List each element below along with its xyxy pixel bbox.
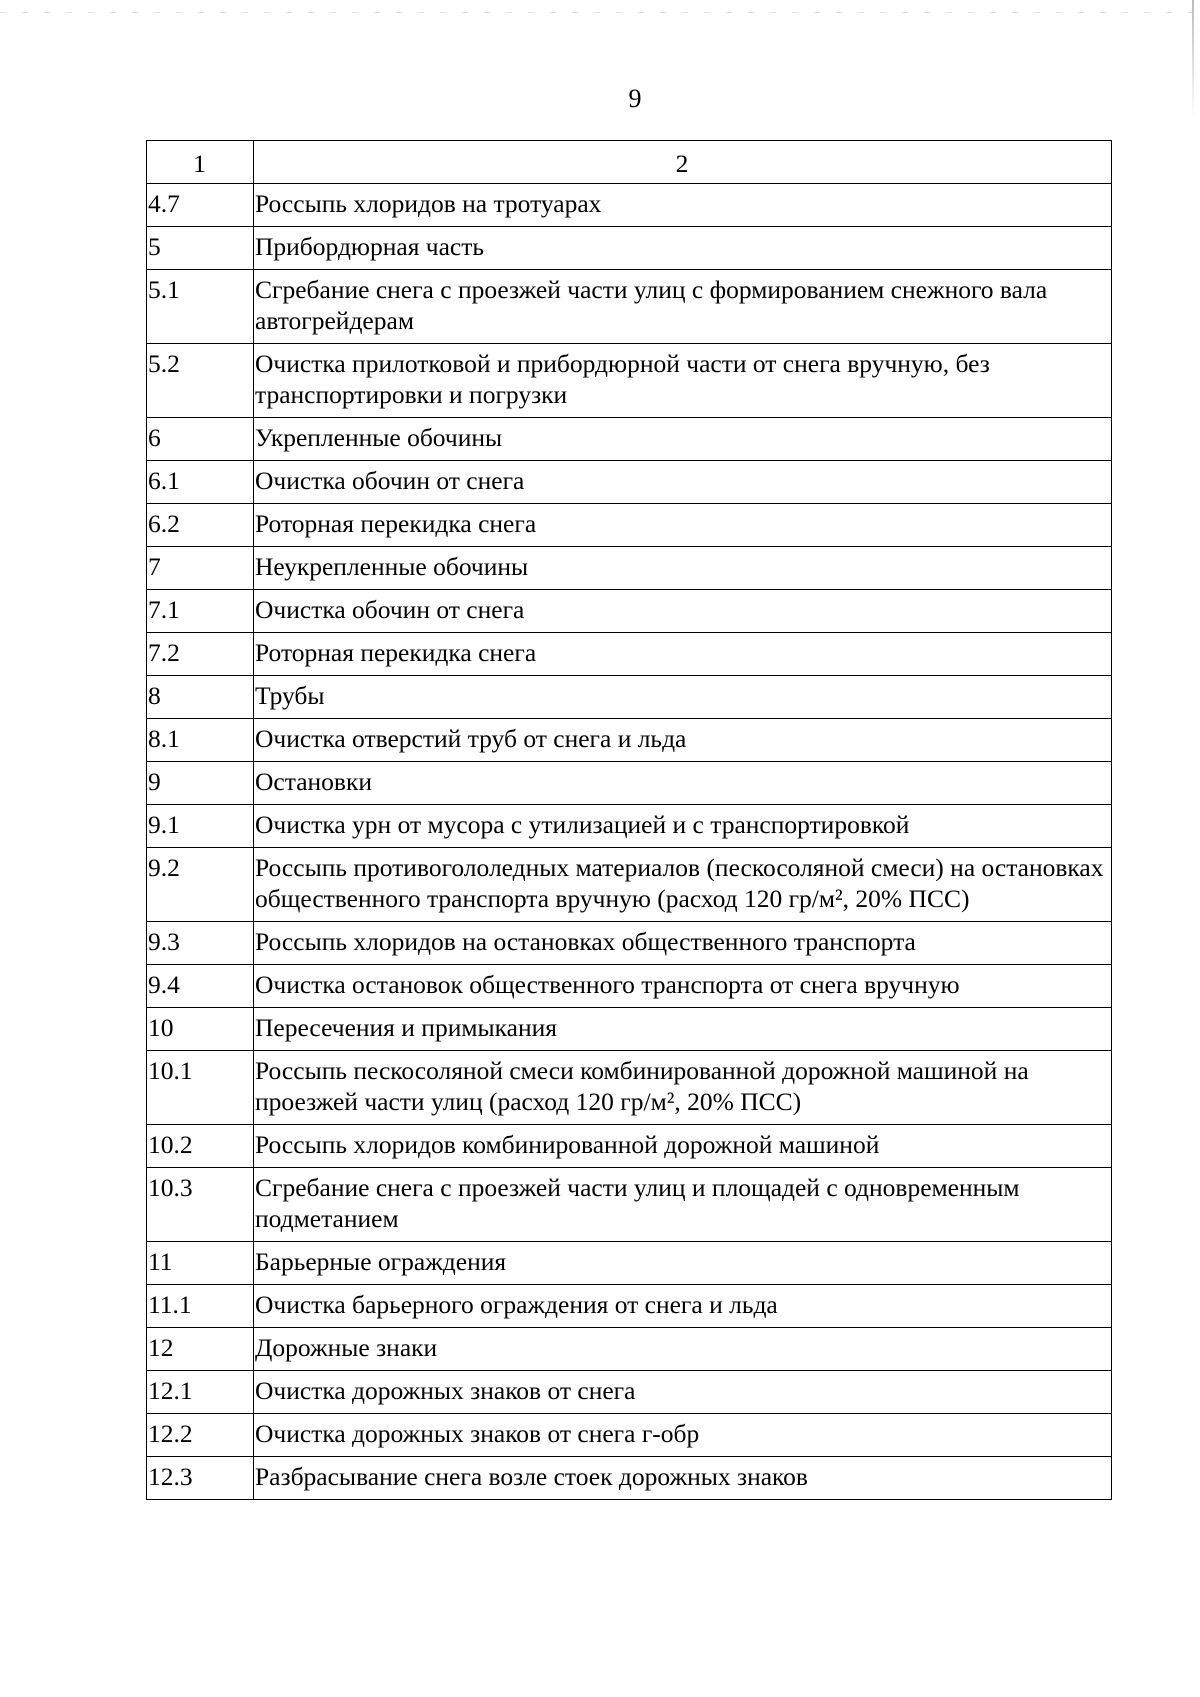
row-description: Дорожные знаки: [254, 1328, 1112, 1371]
row-description: Неукрепленные обочины: [254, 547, 1112, 590]
row-number: 9.2: [147, 848, 254, 922]
table-row: [147, 1168, 1112, 1242]
row-description: Трубы: [254, 676, 1112, 719]
table-row: [147, 676, 1112, 719]
table-row: [147, 848, 1112, 922]
row-description: Очистка остановок общественного транспорта от снега вручную: [254, 965, 1112, 1008]
row-number: 6.1: [147, 461, 254, 504]
row-description: Очистка отверстий труб от снега и льда: [254, 719, 1112, 762]
row-number: 12.3: [147, 1457, 254, 1500]
row-number: 6.2: [147, 504, 254, 547]
row-number: 10: [147, 1008, 254, 1051]
row-number: 7.1: [147, 590, 254, 633]
table-row: [147, 1242, 1112, 1285]
row-description: Барьерные ограждения: [254, 1242, 1112, 1285]
table-row: [147, 762, 1112, 805]
row-number: 9.3: [147, 922, 254, 965]
row-number: 11.1: [147, 1285, 254, 1328]
table-row: [147, 547, 1112, 590]
table-row: [147, 719, 1112, 762]
row-description: Роторная перекидка снега: [254, 633, 1112, 676]
row-description: Очистка барьерного ограждения от снега и льда: [254, 1285, 1112, 1328]
table-row: [147, 461, 1112, 504]
row-description: Очистка урн от мусора с утилизацией и с транспортировкой: [254, 805, 1112, 848]
table-row: [147, 633, 1112, 676]
table-row: [147, 344, 1112, 418]
row-number: 10.1: [147, 1051, 254, 1125]
table-row: [147, 922, 1112, 965]
row-number: 6: [147, 418, 254, 461]
row-number: 8: [147, 676, 254, 719]
row-description: Очистка прилотковой и прибордюрной части от снега вручную, без транспортировки и погрузки: [254, 344, 1112, 418]
table-row: [147, 1285, 1112, 1328]
scan-artifact-top: [0, 12, 1200, 13]
row-description: Россыпь противогололедных материалов (пескосоляной смеси) на остановках общественного транспорта вручную (расход 120 гр/м², 20% ПСС): [254, 848, 1112, 922]
row-number: 12.1: [147, 1371, 254, 1414]
row-number: 7.2: [147, 633, 254, 676]
row-description: Сгребание снега с проезжей части улиц и площадей с одновременным подметанием: [254, 1168, 1112, 1242]
row-number: 9.1: [147, 805, 254, 848]
table-row: [147, 1125, 1112, 1168]
table-header-row: [147, 141, 1112, 184]
row-description: Разбрасывание снега возле стоек дорожных знаков: [254, 1457, 1112, 1500]
table-row: [147, 227, 1112, 270]
row-number: 5: [147, 227, 254, 270]
row-number: 8.1: [147, 719, 254, 762]
row-number: 12.2: [147, 1414, 254, 1457]
table-row: [147, 590, 1112, 633]
row-number: 9: [147, 762, 254, 805]
row-description: Очистка обочин от снега: [254, 461, 1112, 504]
row-number: 12: [147, 1328, 254, 1371]
row-description: Россыпь хлоридов на тротуарах: [254, 184, 1112, 227]
row-number: 10.2: [147, 1125, 254, 1168]
table-row: [147, 1457, 1112, 1500]
row-number: 9.4: [147, 965, 254, 1008]
row-description: Укрепленные обочины: [254, 418, 1112, 461]
table-row: [147, 504, 1112, 547]
table-row: [147, 184, 1112, 227]
row-description: Прибордюрная часть: [254, 227, 1112, 270]
row-description: Россыпь хлоридов на остановках общественного транспорта: [254, 922, 1112, 965]
row-description: Сгребание снега с проезжей части улиц с формированием снежного вала автогрейдерам: [254, 270, 1112, 344]
table-row: [147, 1414, 1112, 1457]
row-number: 10.3: [147, 1168, 254, 1242]
table-row: [147, 1051, 1112, 1125]
row-description: Россыпь пескосоляной смеси комбинированной дорожной машиной на проезжей части улиц (расход 120 гр/м², 20% ПСС): [254, 1051, 1112, 1125]
row-number: 5.1: [147, 270, 254, 344]
column-header-description: 2: [254, 141, 1112, 184]
row-description: Россыпь хлоридов комбинированной дорожной машиной: [254, 1125, 1112, 1168]
row-description: Очистка обочин от снега: [254, 590, 1112, 633]
column-header-number: 1: [147, 141, 254, 184]
table-row: [147, 965, 1112, 1008]
row-number: 11: [147, 1242, 254, 1285]
page-number: 9: [628, 84, 642, 113]
row-description: Очистка дорожных знаков от снега: [254, 1371, 1112, 1414]
row-description: Остановки: [254, 762, 1112, 805]
table-row: [147, 270, 1112, 344]
row-description: Очистка дорожных знаков от снега г-обр: [254, 1414, 1112, 1457]
table-row: [147, 418, 1112, 461]
row-number: 7: [147, 547, 254, 590]
row-number: 4.7: [147, 184, 254, 227]
row-number: 5.2: [147, 344, 254, 418]
row-description: Роторная перекидка снега: [254, 504, 1112, 547]
row-description: Пересечения и примыкания: [254, 1008, 1112, 1051]
table-row: [147, 1008, 1112, 1051]
table-row: [147, 1371, 1112, 1414]
table-row: [147, 1328, 1112, 1371]
works-table: [146, 140, 1112, 1500]
table-body: [147, 184, 1112, 1500]
table-row: [147, 805, 1112, 848]
